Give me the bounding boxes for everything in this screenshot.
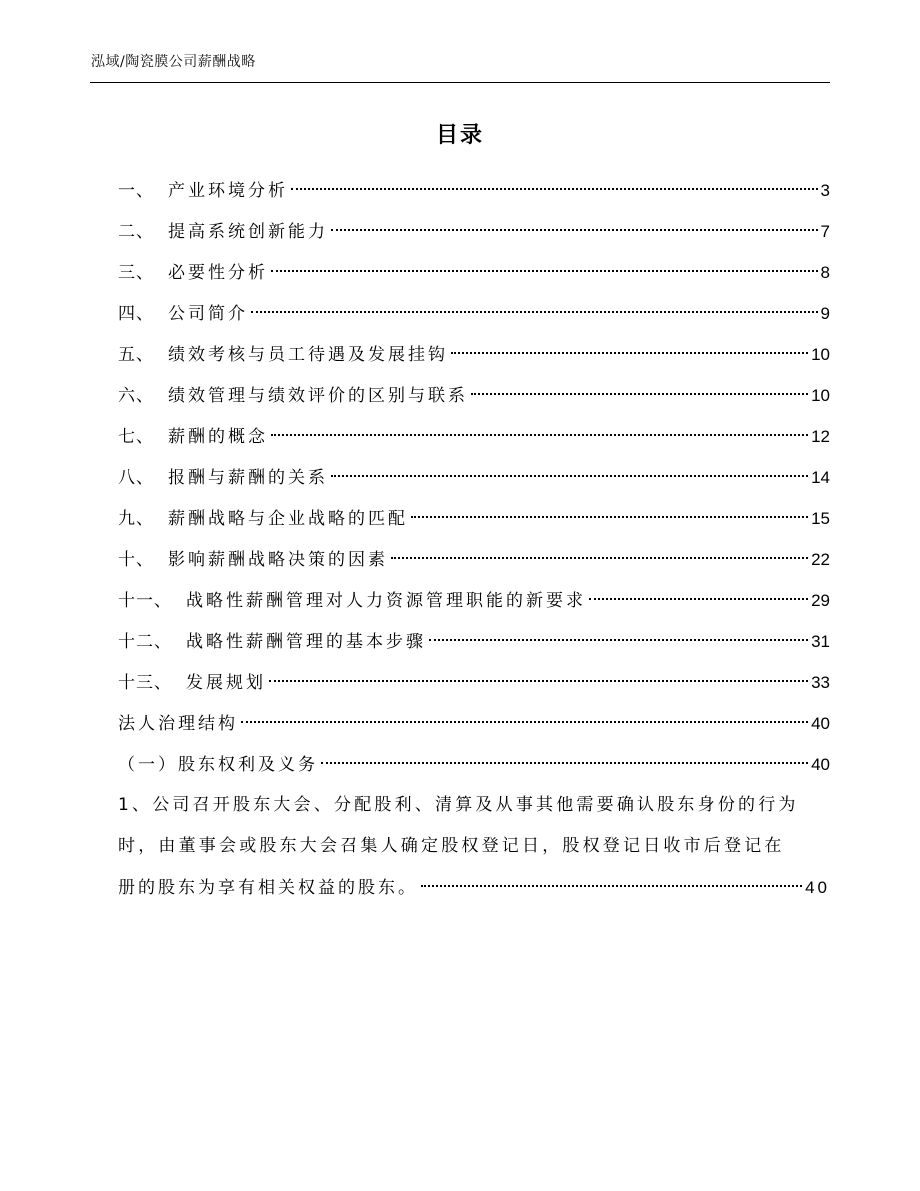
toc-entry-number: 十二、 xyxy=(118,632,172,652)
toc-dot-leader xyxy=(429,639,808,641)
toc-entry-label: 绩效考核与员工待遇及发展挂钩 xyxy=(168,345,448,365)
toc-dot-leader xyxy=(271,270,818,272)
toc-entry[interactable] xyxy=(118,580,830,621)
toc-entry-label: 必要性分析 xyxy=(168,263,268,283)
toc-page-number: 40 xyxy=(811,755,830,774)
toc-dot-leader xyxy=(411,516,808,518)
toc-entry-number: 八、 xyxy=(118,468,154,488)
toc-page-number: 12 xyxy=(811,427,830,446)
toc-page-number: 9 xyxy=(820,304,830,323)
toc-entry-label: 提高系统创新能力 xyxy=(168,222,328,242)
toc-entry-number: 六、 xyxy=(118,386,154,406)
toc-title: 目录 xyxy=(435,123,484,148)
toc-entry[interactable] xyxy=(118,457,830,498)
toc-entry-label: 法人治理结构 xyxy=(118,714,238,734)
toc-entry-number: 十一、 xyxy=(118,591,172,611)
toc-entry-number: 十三、 xyxy=(118,673,172,693)
toc-entry-multiline[interactable] xyxy=(118,785,830,909)
toc-page-number: 40 xyxy=(811,714,830,733)
toc-page-number: 31 xyxy=(811,632,830,651)
toc-dot-leader xyxy=(331,229,818,231)
toc-dot-leader xyxy=(451,352,808,354)
toc-entry-label: 战略性薪酬管理对人力资源管理职能的新要求 xyxy=(186,591,586,611)
toc-entry[interactable] xyxy=(118,662,830,703)
toc-dot-leader xyxy=(421,885,802,887)
toc-entry[interactable] xyxy=(118,416,830,457)
toc-entry-label: 绩效管理与绩效评价的区别与联系 xyxy=(168,386,468,406)
toc-dot-leader xyxy=(241,721,808,723)
toc-dot-leader xyxy=(589,598,808,600)
toc-entry[interactable] xyxy=(118,744,830,785)
toc-entry-label: 影响薪酬战略决策的因素 xyxy=(168,550,388,570)
toc-entry-number: 三、 xyxy=(118,263,154,283)
toc-page-number: 3 xyxy=(820,181,830,200)
header-divider xyxy=(90,82,830,83)
toc-entry[interactable] xyxy=(118,703,830,744)
toc-dot-leader xyxy=(331,475,808,477)
toc-entry-label: 薪酬的概念 xyxy=(168,427,268,447)
toc-dot-leader xyxy=(251,311,818,313)
toc-entry-number: 五、 xyxy=(118,345,154,365)
toc-dot-leader xyxy=(321,762,808,764)
toc-entry[interactable] xyxy=(118,293,830,334)
toc-entry-label: 公司简介 xyxy=(168,304,248,324)
toc-entry-number: 一、 xyxy=(118,181,154,201)
header-text: 泓域/陶瓷膜公司薪酬战略 xyxy=(91,54,256,70)
toc-dot-leader xyxy=(271,434,808,436)
toc-page-number: 10 xyxy=(811,345,830,364)
toc-entry-line: 时，由董事会或股东大会召集人确定股权登记日，股权登记日收市后登记在 xyxy=(118,836,785,856)
toc-entry-last-line xyxy=(118,867,830,909)
toc-dot-leader xyxy=(291,188,818,190)
toc-entry-label: 薪酬战略与企业战略的匹配 xyxy=(168,509,408,529)
toc-page-number: 8 xyxy=(820,263,830,282)
toc-entry-number: 二、 xyxy=(118,222,154,242)
toc-entry[interactable] xyxy=(118,621,830,662)
toc-entry[interactable] xyxy=(118,334,830,375)
toc-entry-label: 战略性薪酬管理的基本步骤 xyxy=(186,632,426,652)
toc-page-number: 14 xyxy=(811,468,830,487)
toc-entry[interactable] xyxy=(118,252,830,293)
toc-entry-line: 1、公司召开股东大会、分配股利、清算及从事其他需要确认股东身份的行为 xyxy=(118,795,799,815)
toc-entry-number: 九、 xyxy=(118,509,154,529)
toc-page-number: 15 xyxy=(811,509,830,528)
toc-page-number: 29 xyxy=(811,591,830,610)
toc-entry-label: 报酬与薪酬的关系 xyxy=(168,468,328,488)
toc-entry[interactable] xyxy=(118,170,830,211)
toc-dot-leader xyxy=(471,393,808,395)
toc-entry-number: 四、 xyxy=(118,304,154,324)
toc-entry-label: （一）股东权利及义务 xyxy=(118,755,318,775)
toc-entry-label: 发展规划 xyxy=(186,673,266,693)
toc-page-number: 40 xyxy=(805,878,830,897)
toc-entry[interactable] xyxy=(118,539,830,580)
toc-entry-number: 十、 xyxy=(118,550,154,570)
toc-entry[interactable] xyxy=(118,375,830,416)
toc-entry-label: 产业环境分析 xyxy=(168,181,288,201)
toc-page-number: 10 xyxy=(811,386,830,405)
table-of-contents xyxy=(118,170,830,909)
toc-entry[interactable] xyxy=(118,211,830,252)
toc-entry-number: 七、 xyxy=(118,427,154,447)
toc-dot-leader xyxy=(269,680,808,682)
toc-entry-label: 册的股东为享有相关权益的股东。 xyxy=(118,878,418,898)
toc-dot-leader xyxy=(391,557,808,559)
toc-page-number: 7 xyxy=(820,222,830,241)
toc-entry[interactable] xyxy=(118,498,830,539)
toc-page-number: 33 xyxy=(811,673,830,692)
toc-page-number: 22 xyxy=(811,550,830,569)
